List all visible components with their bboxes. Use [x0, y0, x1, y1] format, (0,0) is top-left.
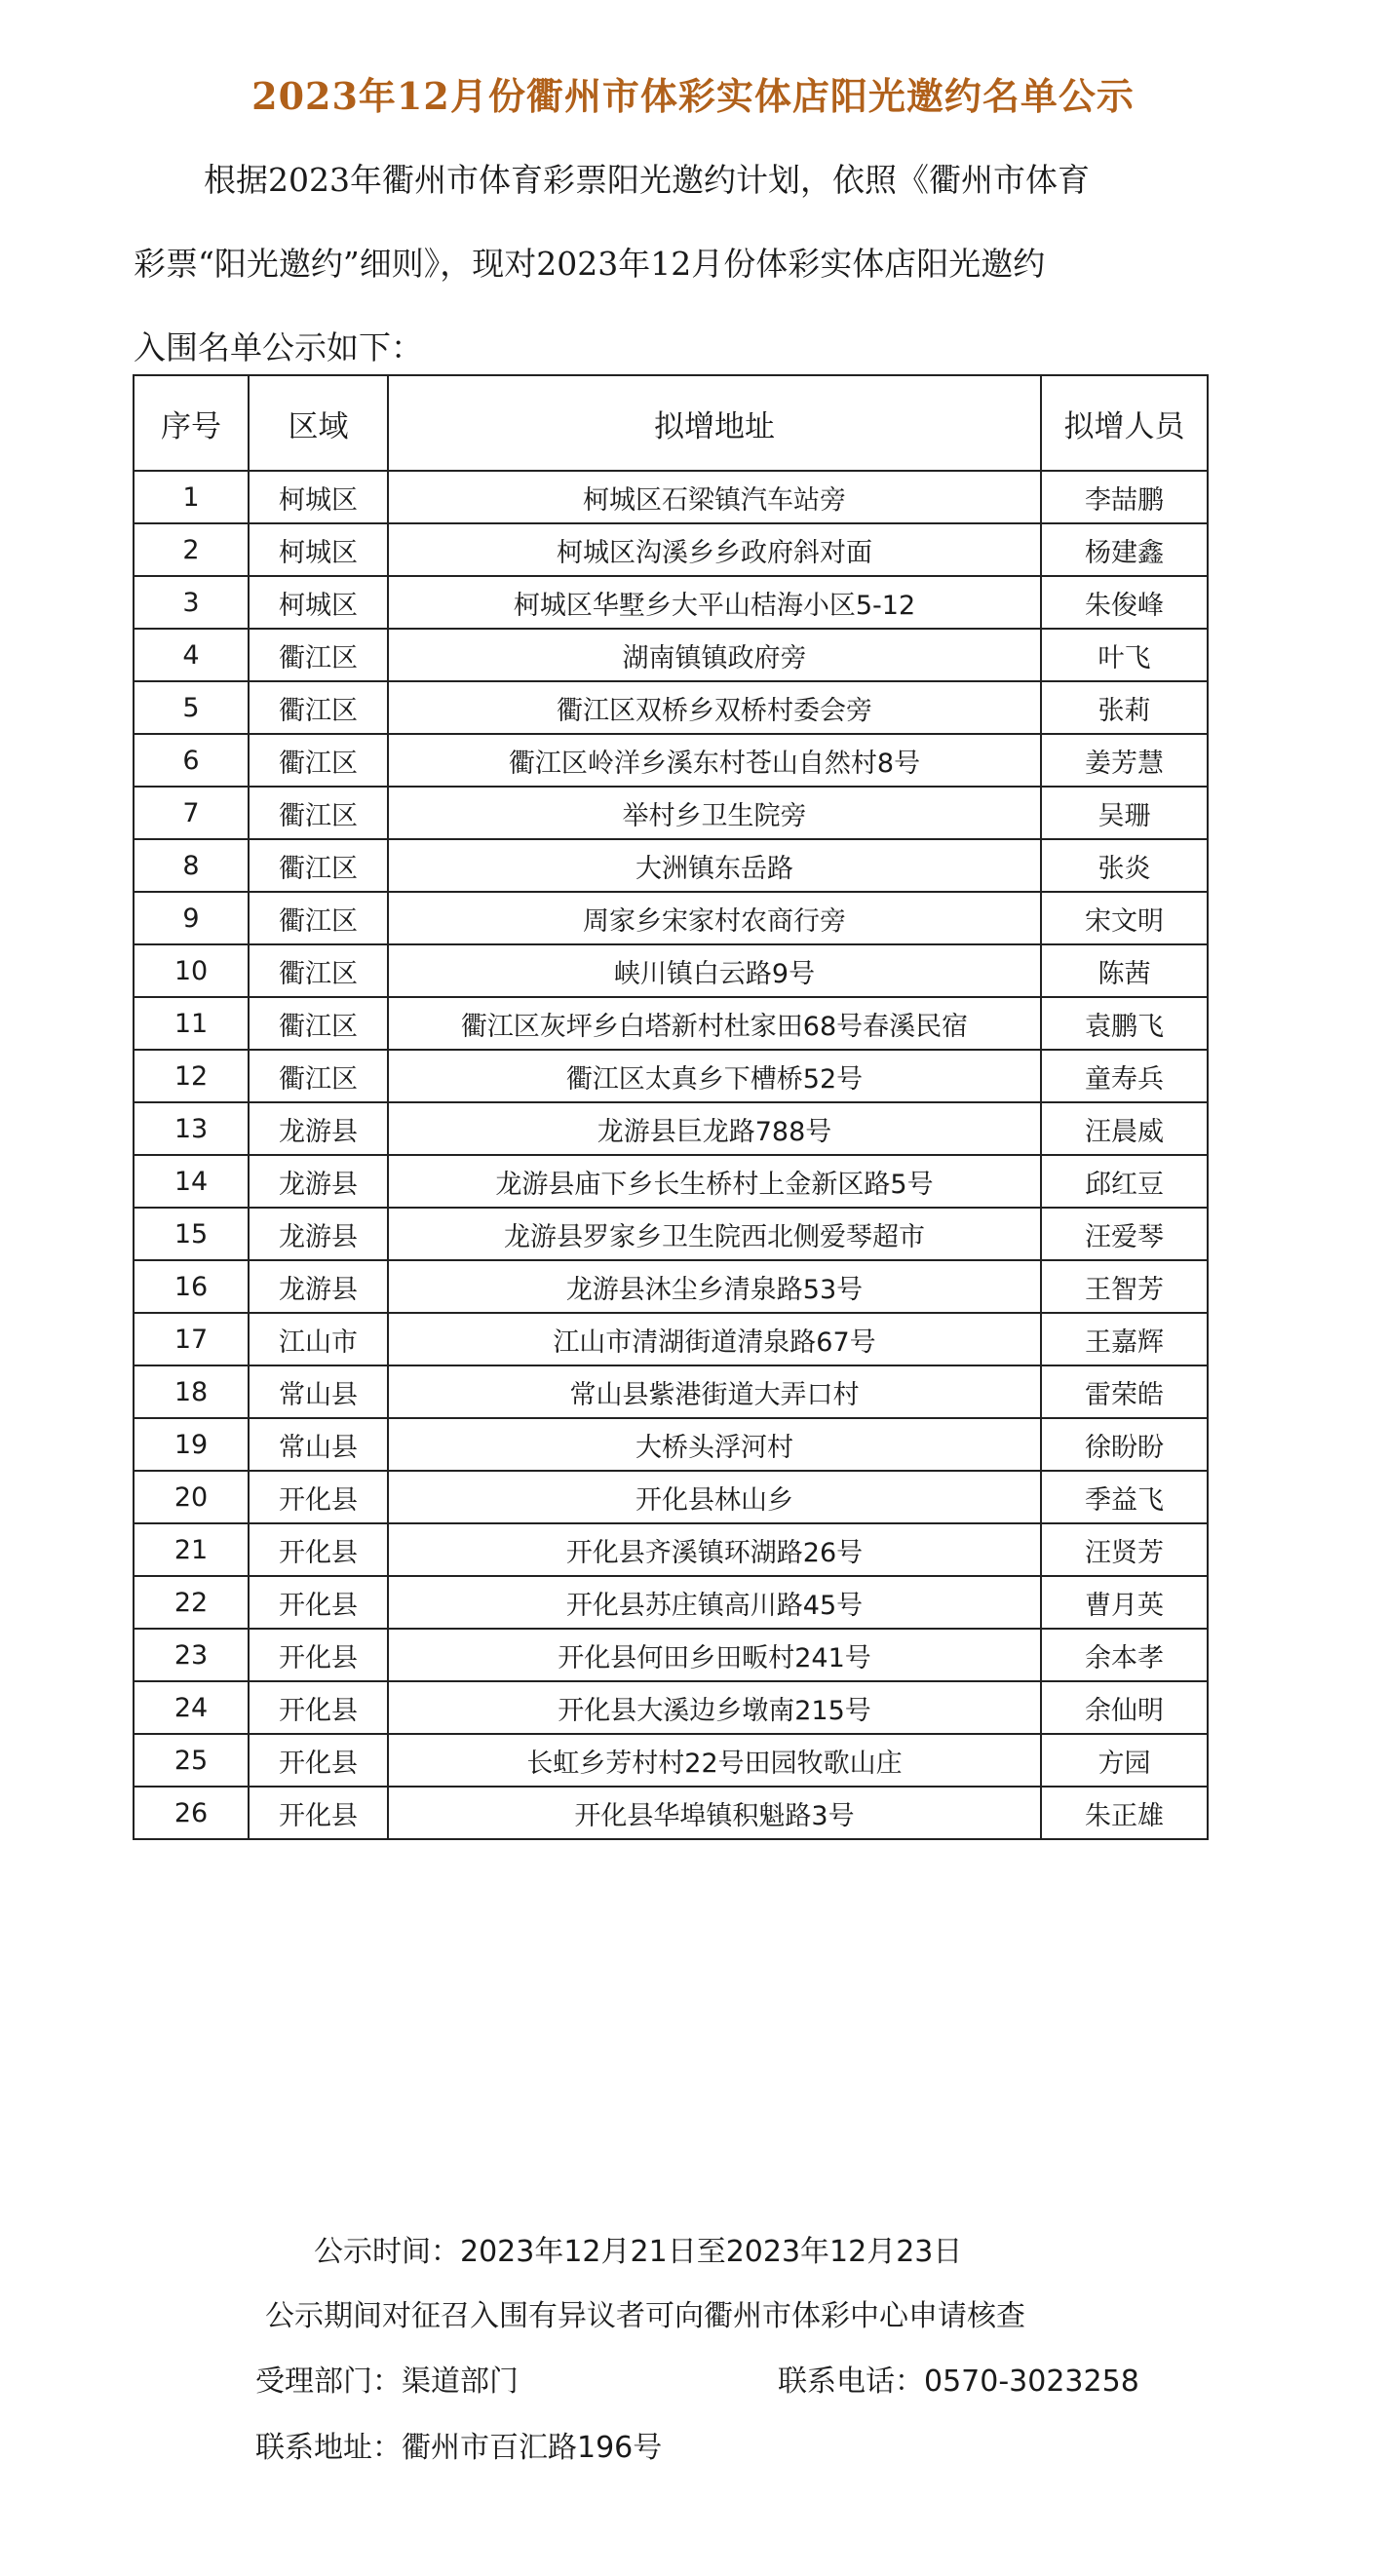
header-person: 拟增人员	[1041, 375, 1208, 471]
cell-person: 汪贤芳	[1041, 1523, 1208, 1576]
cell-address: 开化县苏庄镇高川路45号	[388, 1576, 1041, 1629]
cell-index: 25	[134, 1734, 249, 1787]
cell-region: 常山县	[249, 1418, 388, 1471]
table-row	[134, 1365, 1208, 1418]
cell-person: 汪晨威	[1041, 1102, 1208, 1155]
cell-region: 江山市	[249, 1313, 388, 1365]
cell-index: 5	[134, 681, 249, 734]
cell-person: 方园	[1041, 1734, 1208, 1787]
objection-notice: 公示期间对征召入围有异议者可向衢州市体彩中心申请核查	[265, 2299, 1025, 2333]
table-row	[134, 576, 1208, 629]
intro-line: 彩票“阳光邀约”细则》，现对2023年12月份体彩实体店阳光邀约	[134, 245, 1046, 283]
cell-address: 衢江区岭洋乡溪东村苍山自然村8号	[388, 734, 1041, 787]
table-row	[134, 1313, 1208, 1365]
table-row	[134, 839, 1208, 892]
cell-region: 衢江区	[249, 1050, 388, 1102]
cell-region: 衢江区	[249, 787, 388, 839]
cell-person: 汪爱琴	[1041, 1208, 1208, 1260]
cell-person: 徐盼盼	[1041, 1418, 1208, 1471]
cell-person: 李喆鹏	[1041, 471, 1208, 523]
cell-address: 常山县紫港街道大弄口村	[388, 1365, 1041, 1418]
cell-index: 15	[134, 1208, 249, 1260]
cell-address: 长虹乡芳村村22号田园牧歌山庄	[388, 1734, 1041, 1787]
cell-index: 3	[134, 576, 249, 629]
cell-person: 朱俊峰	[1041, 576, 1208, 629]
candidate-table	[133, 374, 1209, 1840]
contact-address: 联系地址：衢州市百汇路196号	[255, 2431, 663, 2465]
cell-index: 12	[134, 1050, 249, 1102]
cell-index: 8	[134, 839, 249, 892]
cell-index: 1	[134, 471, 249, 523]
cell-index: 14	[134, 1155, 249, 1208]
cell-index: 7	[134, 787, 249, 839]
cell-index: 6	[134, 734, 249, 787]
cell-person: 邱红豆	[1041, 1155, 1208, 1208]
table-row	[134, 1471, 1208, 1523]
cell-region: 龙游县	[249, 1208, 388, 1260]
cell-person: 宋文明	[1041, 892, 1208, 944]
cell-region: 衢江区	[249, 944, 388, 997]
cell-person: 余本孝	[1041, 1629, 1208, 1681]
cell-index: 11	[134, 997, 249, 1050]
table-row	[134, 997, 1208, 1050]
table-row	[134, 1208, 1208, 1260]
cell-index: 26	[134, 1787, 249, 1839]
header-address: 拟增地址	[388, 375, 1041, 471]
cell-region: 开化县	[249, 1471, 388, 1523]
table-row	[134, 1787, 1208, 1839]
cell-region: 开化县	[249, 1629, 388, 1681]
header-region: 区域	[249, 375, 388, 471]
cell-address: 开化县华埠镇积魁路3号	[388, 1787, 1041, 1839]
page-title: 2023年12月份衢州市体彩实体店阳光邀约名单公示	[251, 74, 1135, 118]
table-body	[134, 471, 1208, 1839]
cell-address: 龙游县沐尘乡清泉路53号	[388, 1260, 1041, 1313]
cell-region: 衢江区	[249, 681, 388, 734]
cell-index: 18	[134, 1365, 249, 1418]
cell-index: 4	[134, 629, 249, 681]
cell-region: 柯城区	[249, 576, 388, 629]
cell-person: 吴珊	[1041, 787, 1208, 839]
cell-person: 朱正雄	[1041, 1787, 1208, 1839]
cell-address: 开化县林山乡	[388, 1471, 1041, 1523]
table-row	[134, 1050, 1208, 1102]
table-row	[134, 944, 1208, 997]
cell-address: 柯城区华墅乡大平山桔海小区5-12	[388, 576, 1041, 629]
contact-phone: 联系电话：0570-3023258	[778, 2365, 1139, 2399]
cell-region: 柯城区	[249, 523, 388, 576]
cell-region: 衢江区	[249, 839, 388, 892]
publicity-time: 公示时间：2023年12月21日至2023年12月23日	[314, 2235, 963, 2269]
cell-region: 开化县	[249, 1576, 388, 1629]
cell-region: 衢江区	[249, 734, 388, 787]
table-row	[134, 1523, 1208, 1576]
table-row	[134, 892, 1208, 944]
table-row	[134, 1576, 1208, 1629]
cell-address: 龙游县巨龙路788号	[388, 1102, 1041, 1155]
cell-index: 21	[134, 1523, 249, 1576]
cell-person: 杨建鑫	[1041, 523, 1208, 576]
cell-region: 开化县	[249, 1523, 388, 1576]
cell-address: 龙游县庙下乡长生桥村上金新区路5号	[388, 1155, 1041, 1208]
cell-index: 24	[134, 1681, 249, 1734]
table-row	[134, 734, 1208, 787]
cell-address: 龙游县罗家乡卫生院西北侧爱琴超市	[388, 1208, 1041, 1260]
cell-address: 开化县何田乡田畈村241号	[388, 1629, 1041, 1681]
table-row	[134, 1102, 1208, 1155]
cell-index: 2	[134, 523, 249, 576]
cell-person: 余仙明	[1041, 1681, 1208, 1734]
table-header-row	[134, 375, 1208, 471]
cell-region: 开化县	[249, 1681, 388, 1734]
cell-address: 大桥头浮河村	[388, 1418, 1041, 1471]
cell-region: 柯城区	[249, 471, 388, 523]
cell-person: 季益飞	[1041, 1471, 1208, 1523]
cell-address: 峡川镇白云路9号	[388, 944, 1041, 997]
table-row	[134, 629, 1208, 681]
cell-address: 开化县大溪边乡墩南215号	[388, 1681, 1041, 1734]
cell-person: 张莉	[1041, 681, 1208, 734]
table-row	[134, 1260, 1208, 1313]
cell-region: 衢江区	[249, 629, 388, 681]
cell-person: 雷荣皓	[1041, 1365, 1208, 1418]
cell-index: 13	[134, 1102, 249, 1155]
intro-line: 根据2023年衢州市体育彩票阳光邀约计划，依照《衢州市体育	[204, 161, 1090, 199]
cell-address: 衢江区双桥乡双桥村委会旁	[388, 681, 1041, 734]
cell-person: 张炎	[1041, 839, 1208, 892]
cell-address: 周家乡宋家村农商行旁	[388, 892, 1041, 944]
intro-paragraph	[134, 138, 1225, 390]
cell-address: 衢江区灰坪乡白塔新村杜家田68号春溪民宿	[388, 997, 1041, 1050]
table-row	[134, 1629, 1208, 1681]
cell-address: 湖南镇镇政府旁	[388, 629, 1041, 681]
cell-address: 大洲镇东岳路	[388, 839, 1041, 892]
cell-region: 开化县	[249, 1787, 388, 1839]
cell-region: 衢江区	[249, 892, 388, 944]
cell-person: 叶飞	[1041, 629, 1208, 681]
table-row	[134, 1155, 1208, 1208]
cell-address: 开化县齐溪镇环湖路26号	[388, 1523, 1041, 1576]
cell-region: 衢江区	[249, 997, 388, 1050]
cell-index: 23	[134, 1629, 249, 1681]
cell-address: 衢江区太真乡下槽桥52号	[388, 1050, 1041, 1102]
cell-index: 9	[134, 892, 249, 944]
header-index: 序号	[134, 375, 249, 471]
cell-index: 19	[134, 1418, 249, 1471]
table-row	[134, 787, 1208, 839]
table-row	[134, 1418, 1208, 1471]
cell-person: 曹月英	[1041, 1576, 1208, 1629]
table-row	[134, 471, 1208, 523]
cell-index: 22	[134, 1576, 249, 1629]
cell-person: 姜芳慧	[1041, 734, 1208, 787]
department: 受理部门：渠道部门	[255, 2365, 519, 2399]
table-row	[134, 523, 1208, 576]
cell-index: 10	[134, 944, 249, 997]
cell-person: 童寿兵	[1041, 1050, 1208, 1102]
cell-address: 举村乡卫生院旁	[388, 787, 1041, 839]
cell-index: 17	[134, 1313, 249, 1365]
cell-index: 16	[134, 1260, 249, 1313]
cell-region: 龙游县	[249, 1102, 388, 1155]
cell-region: 开化县	[249, 1734, 388, 1787]
cell-person: 王嘉辉	[1041, 1313, 1208, 1365]
cell-region: 龙游县	[249, 1260, 388, 1313]
cell-address: 柯城区沟溪乡乡政府斜对面	[388, 523, 1041, 576]
cell-person: 王智芳	[1041, 1260, 1208, 1313]
cell-person: 袁鹏飞	[1041, 997, 1208, 1050]
cell-region: 常山县	[249, 1365, 388, 1418]
cell-address: 柯城区石梁镇汽车站旁	[388, 471, 1041, 523]
cell-address: 江山市清湖街道清泉路67号	[388, 1313, 1041, 1365]
cell-index: 20	[134, 1471, 249, 1523]
cell-person: 陈茜	[1041, 944, 1208, 997]
table-row	[134, 1734, 1208, 1787]
table-row	[134, 1681, 1208, 1734]
table-row	[134, 681, 1208, 734]
intro-line: 入围名单公示如下：	[134, 328, 423, 366]
cell-region: 龙游县	[249, 1155, 388, 1208]
